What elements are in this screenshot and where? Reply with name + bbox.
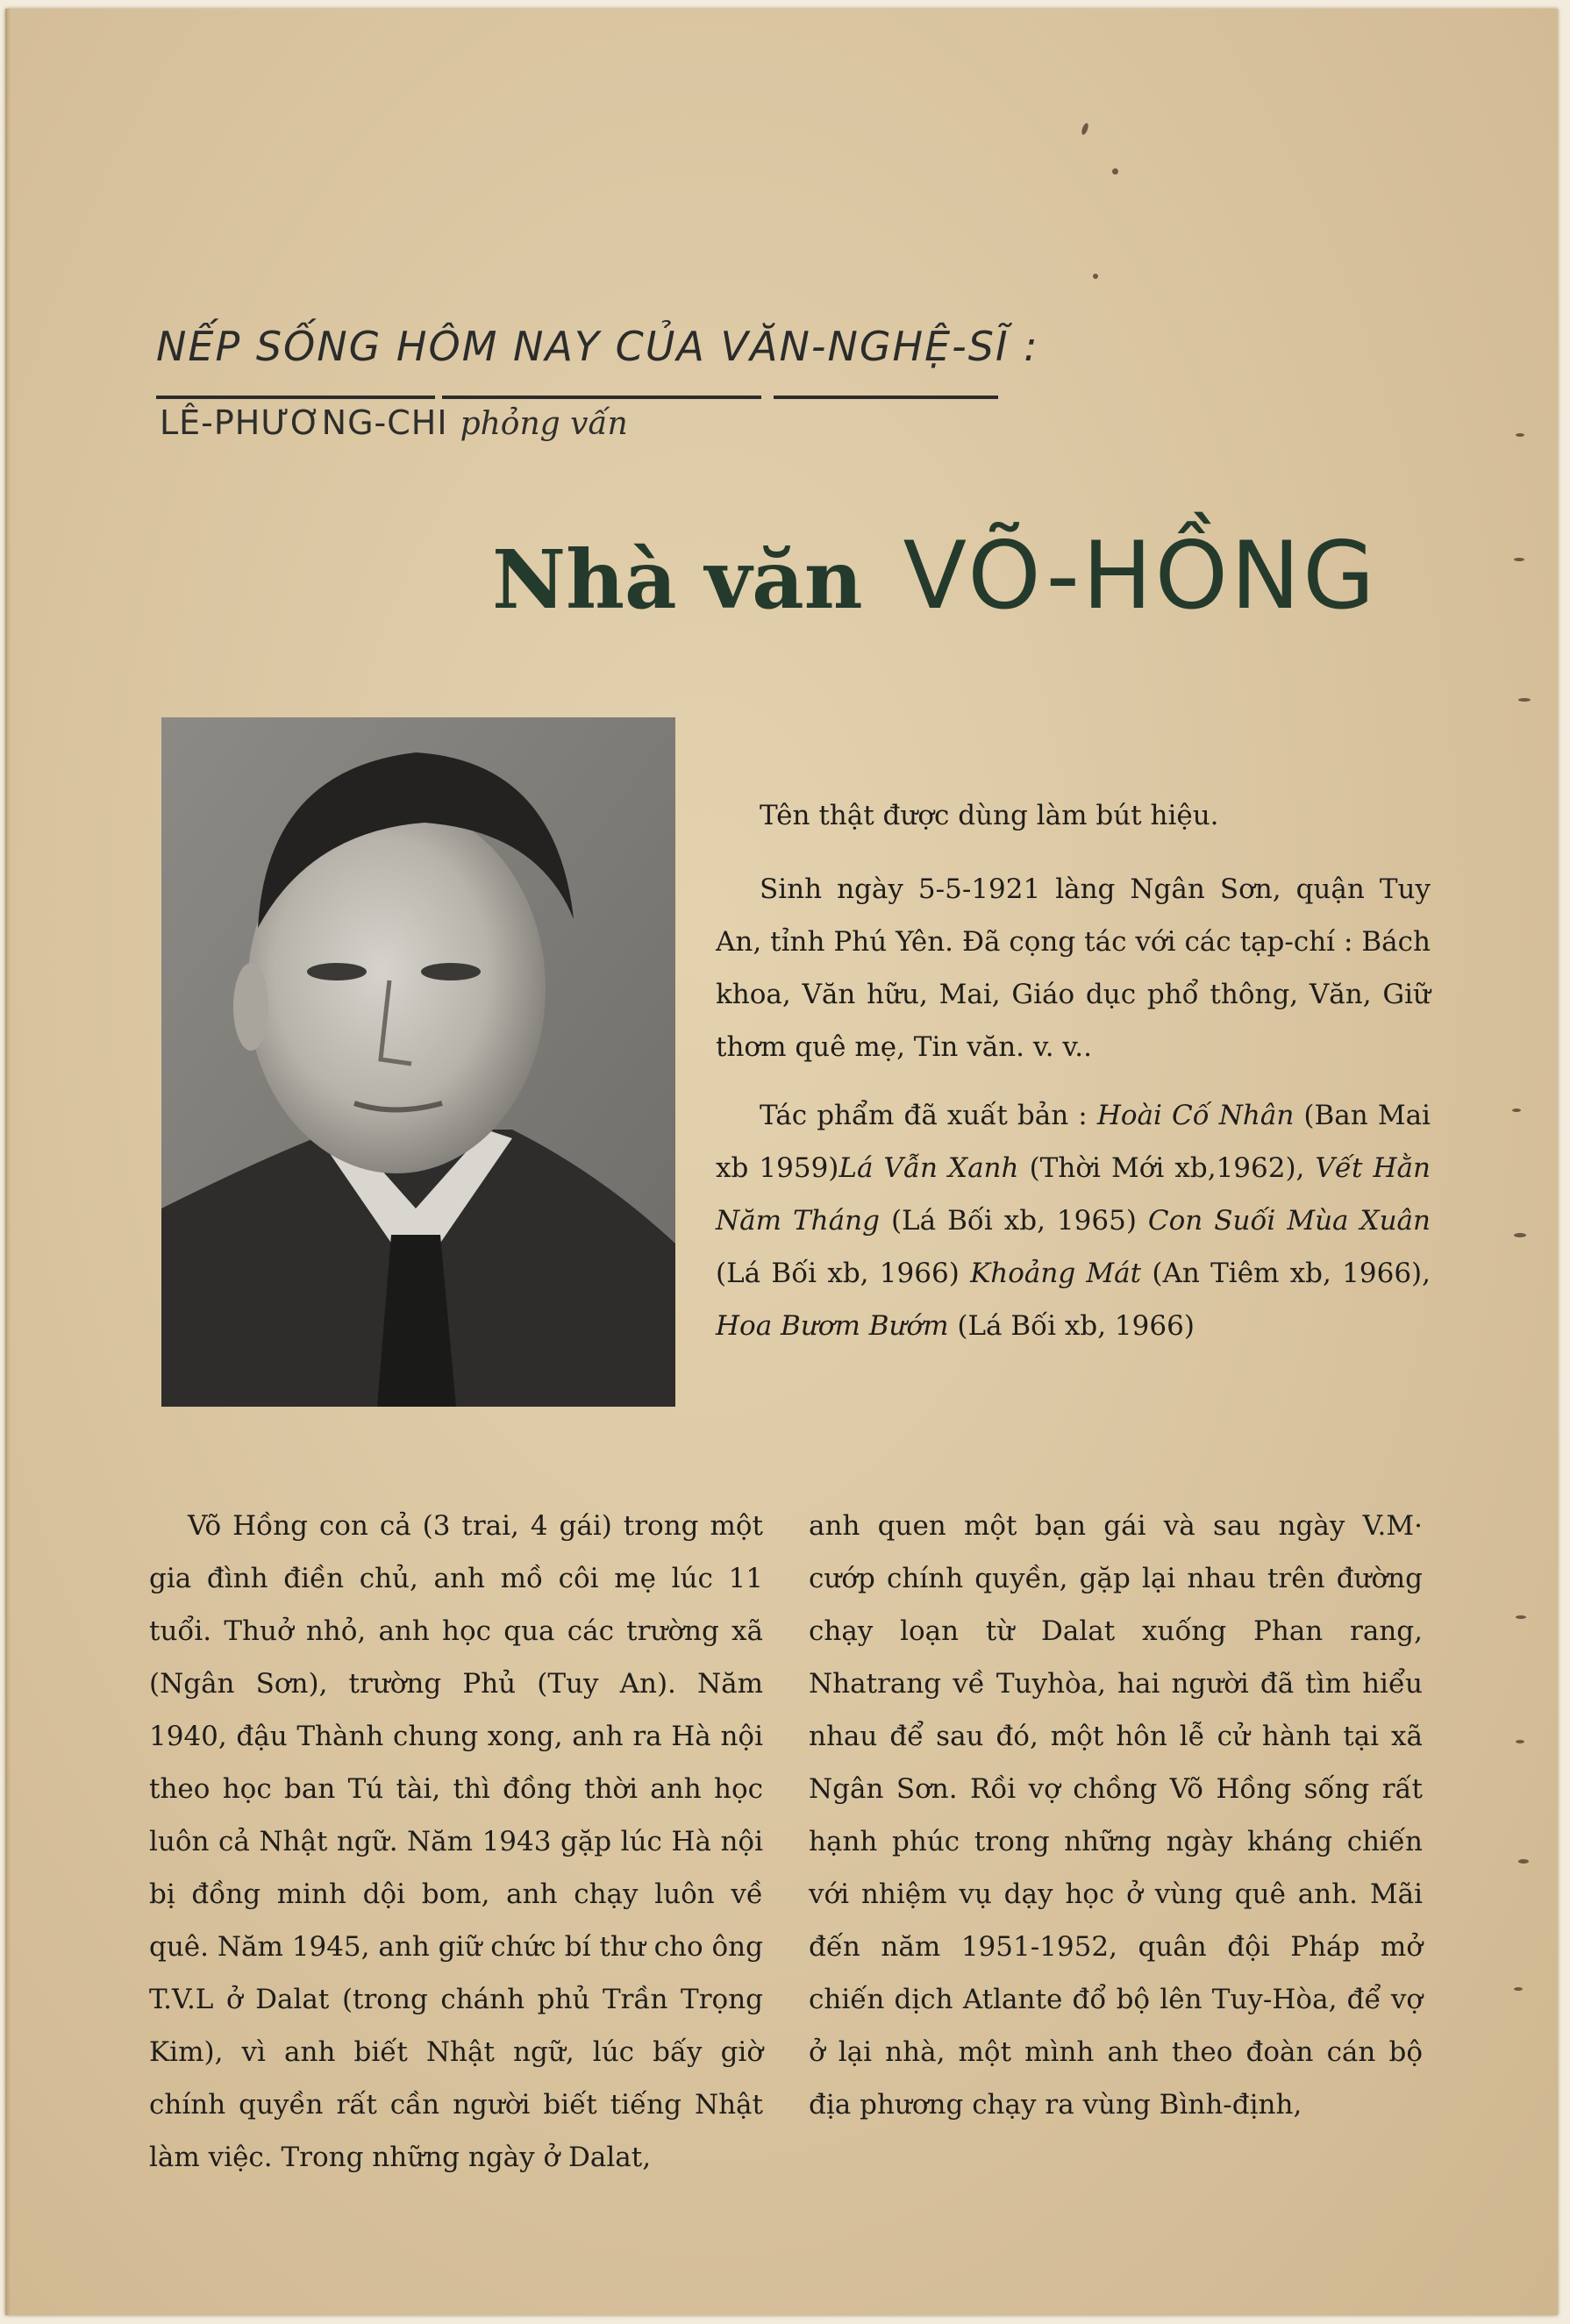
- kicker-underline: [442, 396, 761, 399]
- work-publisher: (An Tiêm xb, 1966),: [1152, 1258, 1431, 1289]
- article-title: [492, 522, 1377, 630]
- body-paragraph: anh quen một bạn gái và sau ngày V.M· cướp chính quyền, gặp lại nhau trên đường chạy loạn từ Dalat xuống Phan rang, Nhatrang về Tuyhòa, hai người đã tìm hiểu nhau để sau đó, một hôn lễ cử hành tại xã Ngân Sơn. Rồi vợ chồng Võ Hồng sống rất hạnh phúc trong những ngày kháng chiến với nhiệm vụ dạy học ở vùng quê anh. Mãi đến năm 1951-1952, quân đội Pháp mở chiến dịch Atlante đổ bộ lên Tuy-Hòa, để vợ ở lại nhà, một mình anh theo đoàn cán bộ địa phương chạy ra vùng Bình-định,: [809, 1510, 1423, 2121]
- byline-author: LÊ-PHƯƠNG-CHI: [160, 403, 448, 442]
- bio-pen-name: Tên thật được dùng làm bút hiệu.: [760, 800, 1219, 831]
- work-publisher: (Lá Bối xb, 1966): [957, 1310, 1195, 1342]
- author-bio: [716, 789, 1431, 1368]
- title-name: VÕ-HỒNG: [903, 522, 1378, 630]
- work-publisher: (Thời Mới xb,1962),: [1029, 1152, 1305, 1184]
- work-title: Hoài Cố Nhân: [1096, 1100, 1295, 1131]
- work-title: Lá Vẫn Xanh: [839, 1152, 1019, 1184]
- work-title: Vết Hằn Năm Tháng: [716, 1152, 1431, 1237]
- page-edge-shadow: [5, 9, 11, 2315]
- portrait-photo: [161, 717, 675, 1407]
- work-title: Con Suối Mùa Xuân: [1147, 1205, 1431, 1237]
- byline: [160, 403, 628, 442]
- works-label: Tác phẩm đã xuất bản :: [760, 1100, 1088, 1131]
- kicker-underline: [156, 396, 435, 399]
- work-publisher: (Ban Mai xb 1959): [716, 1100, 1431, 1184]
- magazine-page: [5, 9, 1558, 2315]
- section-kicker: NẾP SỐNG HÔM NAY CỦA VĂN-NGHỆ-SĨ :: [156, 323, 1039, 370]
- work-publisher: (Lá Bối xb, 1966): [716, 1258, 960, 1289]
- body-column-right: [809, 1500, 1423, 2131]
- title-prefix: Nhà văn: [492, 532, 863, 627]
- body-paragraph: Võ Hồng con cả (3 trai, 4 gái) trong một gia đình điền chủ, anh mồ côi mẹ lúc 11 tuổi. Thuở nhỏ, anh học qua các trường xã (Ngân Sơn), trường Phủ (Tuy An). Năm 1940, đậu Thành chung xong, anh ra Hà nội theo học ban Tú tài, thì đồng thời anh học luôn cả Nhật ngữ. Năm 1943 gặp lúc Hà nội bị đồng minh dội bom, anh chạy luôn về quê. Năm 1945, anh giữ chức bí thư cho ông T.V.L ở Dalat (trong chánh phủ Trần Trọng Kim), vì anh biết Nhật ngữ, lúc bấy giờ chính quyền rất cần người biết tiếng Nhật làm việc. Trong những ngày ở Dalat,: [149, 1510, 763, 2173]
- work-title: Khoảng Mát: [970, 1258, 1142, 1289]
- bio-birth-and-journals: Sinh ngày 5-5-1921 làng Ngân Sơn, quận Tuy An, tỉnh Phú Yên. Đã cọng tác với các tạp-chí : Bách khoa, Văn hữu, Mai, Giáo dục phổ thông, Văn, Giữ thơm quê mẹ, Tin văn. v. v..: [716, 873, 1431, 1063]
- work-title: Hoa Bươm Bướm: [716, 1310, 949, 1342]
- byline-role: phỏng vấn: [460, 406, 628, 442]
- portrait-illustration: [161, 717, 675, 1407]
- bio-works: [716, 1089, 1431, 1352]
- work-publisher: (Lá Bối xb, 1965): [890, 1205, 1137, 1237]
- kicker-underline: [774, 396, 998, 399]
- body-column-left: [149, 1500, 763, 2184]
